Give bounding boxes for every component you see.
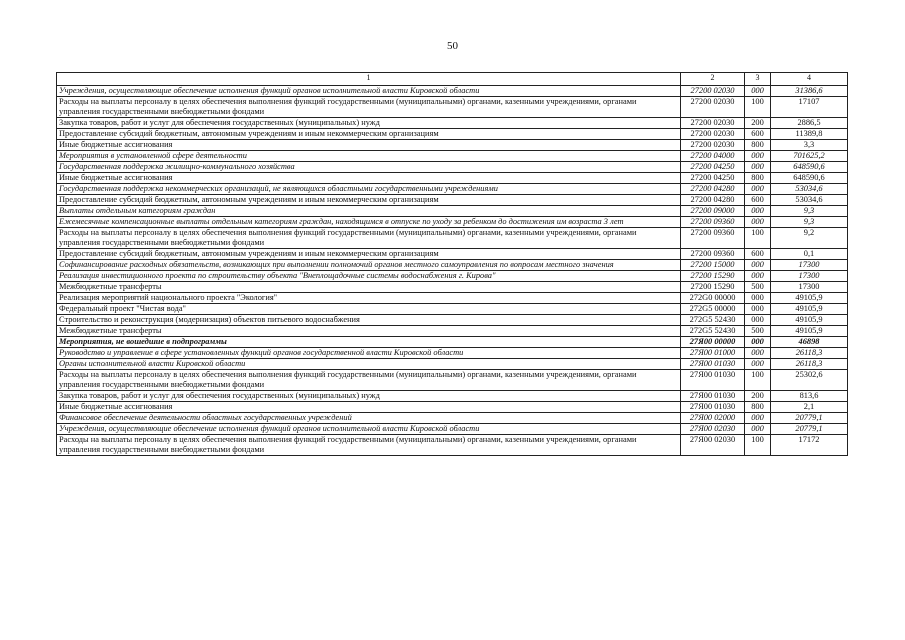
row-code-cell: 27200 15000 xyxy=(681,260,745,271)
row-code-cell: 27200 09000 xyxy=(681,206,745,217)
row-amount-cell: 17300 xyxy=(771,282,848,293)
row-name-cell: Расходы на выплаты персоналу в целях обеспечения выполнения функций государственными (муниципальными) органами, казенными учреждениями, органами управления государственными внебюджетными фондами xyxy=(57,228,681,249)
row-code-cell: 27Я00 01030 xyxy=(681,370,745,391)
row-code-cell: 272G5 52430 xyxy=(681,326,745,337)
row-name-cell: Мероприятия в установленной сфере деятельности xyxy=(57,151,681,162)
table-row xyxy=(57,326,848,337)
table-row xyxy=(57,217,848,228)
row-name-cell: Иные бюджетные ассигнования xyxy=(57,402,681,413)
column-header-code: 2 xyxy=(681,73,745,86)
table-row xyxy=(57,249,848,260)
row-amount-cell: 25302,6 xyxy=(771,370,848,391)
row-type-cell: 100 xyxy=(745,228,771,249)
row-name-cell: Реализация инвестиционного проекта по строительству объекта "Внеплощадочные системы водоснабжения г. Кирова" xyxy=(57,271,681,282)
row-amount-cell: 0,1 xyxy=(771,249,848,260)
row-name-cell: Закупка товаров, работ и услуг для обеспечения государственных (муниципальных) нужд xyxy=(57,391,681,402)
row-code-cell: 27200 04280 xyxy=(681,184,745,195)
row-amount-cell: 11389,8 xyxy=(771,129,848,140)
row-name-cell: Закупка товаров, работ и услуг для обеспечения государственных (муниципальных) нужд xyxy=(57,118,681,129)
table-row xyxy=(57,337,848,348)
row-name-cell: Расходы на выплаты персоналу в целях обеспечения выполнения функций государственными (муниципальными) органами, казенными учреждениями, органами управления государственными внебюджетными фондами xyxy=(57,97,681,118)
row-name-cell: Органы исполнительной власти Кировской области xyxy=(57,359,681,370)
row-amount-cell: 9,2 xyxy=(771,228,848,249)
row-code-cell: 27Я00 01030 xyxy=(681,402,745,413)
row-name-cell: Руководство и управление в сфере установленных функций органов государственной власти Кировской области xyxy=(57,348,681,359)
row-type-cell: 100 xyxy=(745,435,771,456)
row-code-cell: 27200 09360 xyxy=(681,228,745,249)
row-amount-cell: 9,3 xyxy=(771,206,848,217)
row-amount-cell: 31386,6 xyxy=(771,86,848,97)
row-amount-cell: 46898 xyxy=(771,337,848,348)
row-type-cell: 200 xyxy=(745,391,771,402)
row-type-cell: 000 xyxy=(745,315,771,326)
row-type-cell: 100 xyxy=(745,370,771,391)
row-name-cell: Учреждения, осуществляющие обеспечение исполнения функций органов исполнительной власти Кировской области xyxy=(57,424,681,435)
row-code-cell: 272G5 00000 xyxy=(681,304,745,315)
table-row xyxy=(57,260,848,271)
page-number: 50 xyxy=(447,40,458,52)
row-name-cell: Софинансирование расходных обязательств, возникающих при выполнении полномочий органов местного самоуправления по вопросам местного значения xyxy=(57,260,681,271)
row-amount-cell: 17300 xyxy=(771,260,848,271)
table-row xyxy=(57,271,848,282)
row-code-cell: 27200 02030 xyxy=(681,86,745,97)
row-name-cell: Мероприятия, не вошедшие в подпрограммы xyxy=(57,337,681,348)
row-amount-cell: 17300 xyxy=(771,271,848,282)
table-row xyxy=(57,304,848,315)
table-row xyxy=(57,162,848,173)
row-amount-cell: 20779,1 xyxy=(771,413,848,424)
row-amount-cell: 9,3 xyxy=(771,217,848,228)
row-name-cell: Выплаты отдельным категориям граждан xyxy=(57,206,681,217)
row-code-cell: 27200 02030 xyxy=(681,97,745,118)
row-type-cell: 200 xyxy=(745,118,771,129)
row-type-cell: 000 xyxy=(745,162,771,173)
row-amount-cell: 17172 xyxy=(771,435,848,456)
row-amount-cell: 2886,5 xyxy=(771,118,848,129)
table-row xyxy=(57,195,848,206)
row-name-cell: Предоставление субсидий бюджетным, автономным учреждениям и иным некоммерческим организациям xyxy=(57,195,681,206)
table-row xyxy=(57,184,848,195)
row-amount-cell: 648590,6 xyxy=(771,162,848,173)
row-name-cell: Строительство и реконструкция (модернизация) объектов питьевого водоснабжения xyxy=(57,315,681,326)
row-type-cell: 600 xyxy=(745,129,771,140)
row-type-cell: 600 xyxy=(745,195,771,206)
row-type-cell: 800 xyxy=(745,402,771,413)
row-code-cell: 27200 09360 xyxy=(681,249,745,260)
row-name-cell: Иные бюджетные ассигнования xyxy=(57,140,681,151)
table-row xyxy=(57,413,848,424)
row-code-cell: 27200 04250 xyxy=(681,173,745,184)
table-row xyxy=(57,282,848,293)
row-code-cell: 27Я00 02030 xyxy=(681,424,745,435)
row-name-cell: Предоставление субсидий бюджетным, автономным учреждениям и иным некоммерческим организациям xyxy=(57,129,681,140)
row-type-cell: 000 xyxy=(745,337,771,348)
table-row xyxy=(57,348,848,359)
table-body xyxy=(57,86,848,456)
table-row xyxy=(57,140,848,151)
row-code-cell: 27200 04280 xyxy=(681,195,745,206)
row-type-cell: 600 xyxy=(745,249,771,260)
row-amount-cell: 648590,6 xyxy=(771,173,848,184)
row-name-cell: Федеральный проект "Чистая вода" xyxy=(57,304,681,315)
row-type-cell: 000 xyxy=(745,151,771,162)
table-row xyxy=(57,424,848,435)
row-type-cell: 000 xyxy=(745,348,771,359)
row-code-cell: 27200 04250 xyxy=(681,162,745,173)
row-type-cell: 000 xyxy=(745,359,771,370)
column-header-name: 1 xyxy=(57,73,681,86)
table-row xyxy=(57,151,848,162)
table-row xyxy=(57,391,848,402)
row-type-cell: 500 xyxy=(745,326,771,337)
table-row xyxy=(57,435,848,456)
table-row xyxy=(57,293,848,304)
row-type-cell: 000 xyxy=(745,206,771,217)
row-amount-cell: 49105,9 xyxy=(771,315,848,326)
row-type-cell: 800 xyxy=(745,140,771,151)
row-amount-cell: 701625,2 xyxy=(771,151,848,162)
table-row xyxy=(57,315,848,326)
row-name-cell: Межбюджетные трансферты xyxy=(57,326,681,337)
row-type-cell: 000 xyxy=(745,424,771,435)
row-type-cell: 000 xyxy=(745,271,771,282)
row-amount-cell: 49105,9 xyxy=(771,326,848,337)
row-code-cell: 27Я00 01030 xyxy=(681,391,745,402)
row-type-cell: 000 xyxy=(745,413,771,424)
row-amount-cell: 53034,6 xyxy=(771,184,848,195)
row-code-cell: 27Я00 01030 xyxy=(681,359,745,370)
row-type-cell: 000 xyxy=(745,86,771,97)
row-name-cell: Расходы на выплаты персоналу в целях обеспечения выполнения функций государственными (муниципальными) органами, казенными учреждениями, органами управления государственными внебюджетными фондами xyxy=(57,435,681,456)
row-name-cell: Учреждения, осуществляющие обеспечение исполнения функций органов исполнительной власти Кировской области xyxy=(57,86,681,97)
row-amount-cell: 20779,1 xyxy=(771,424,848,435)
row-amount-cell: 2,1 xyxy=(771,402,848,413)
row-amount-cell: 26118,3 xyxy=(771,348,848,359)
table-header-row xyxy=(57,73,848,86)
table-row xyxy=(57,370,848,391)
row-code-cell: 27200 09360 xyxy=(681,217,745,228)
row-code-cell: 27200 02030 xyxy=(681,118,745,129)
row-code-cell: 27200 15290 xyxy=(681,271,745,282)
row-name-cell: Иные бюджетные ассигнования xyxy=(57,173,681,184)
table-row xyxy=(57,97,848,118)
row-amount-cell: 49105,9 xyxy=(771,293,848,304)
row-type-cell: 000 xyxy=(745,293,771,304)
table-row xyxy=(57,359,848,370)
row-type-cell: 000 xyxy=(745,184,771,195)
row-amount-cell: 3,3 xyxy=(771,140,848,151)
row-code-cell: 27200 02030 xyxy=(681,140,745,151)
table-row xyxy=(57,86,848,97)
row-amount-cell: 49105,9 xyxy=(771,304,848,315)
row-type-cell: 500 xyxy=(745,282,771,293)
row-type-cell: 000 xyxy=(745,304,771,315)
column-header-type: 3 xyxy=(745,73,771,86)
table-row xyxy=(57,402,848,413)
table-row xyxy=(57,206,848,217)
row-amount-cell: 26118,3 xyxy=(771,359,848,370)
budget-table xyxy=(56,72,848,456)
column-header-amount: 4 xyxy=(771,73,848,86)
row-code-cell: 27Я00 00000 xyxy=(681,337,745,348)
row-type-cell: 000 xyxy=(745,217,771,228)
row-code-cell: 27200 02030 xyxy=(681,129,745,140)
row-name-cell: Реализация мероприятий национального проекта "Экология" xyxy=(57,293,681,304)
row-name-cell: Ежемесячные компенсационные выплаты отдельным категориям граждан, находящимся в отпуске по уходу за ребенком до достижения им возраста 3 лет xyxy=(57,217,681,228)
row-name-cell: Государственная поддержка некоммерческих организаций, не являющихся областными государственными учреждениями xyxy=(57,184,681,195)
row-type-cell: 100 xyxy=(745,97,771,118)
row-amount-cell: 53034,6 xyxy=(771,195,848,206)
table-row xyxy=(57,129,848,140)
row-code-cell: 27200 15290 xyxy=(681,282,745,293)
row-code-cell: 27200 04000 xyxy=(681,151,745,162)
row-code-cell: 272G0 00000 xyxy=(681,293,745,304)
row-code-cell: 27Я00 02030 xyxy=(681,435,745,456)
row-code-cell: 27Я00 02000 xyxy=(681,413,745,424)
table-row xyxy=(57,173,848,184)
row-name-cell: Государственная поддержка жилищно-коммунального хозяйства xyxy=(57,162,681,173)
row-code-cell: 272G5 52430 xyxy=(681,315,745,326)
row-name-cell: Расходы на выплаты персоналу в целях обеспечения выполнения функций государственными (муниципальными) органами, казенными учреждениями, органами управления государственными внебюджетными фондами xyxy=(57,370,681,391)
row-name-cell: Финансовое обеспечение деятельности областных государственных учреждений xyxy=(57,413,681,424)
table-row xyxy=(57,118,848,129)
row-code-cell: 27Я00 01000 xyxy=(681,348,745,359)
row-amount-cell: 813,6 xyxy=(771,391,848,402)
row-name-cell: Межбюджетные трансферты xyxy=(57,282,681,293)
row-amount-cell: 17107 xyxy=(771,97,848,118)
row-type-cell: 000 xyxy=(745,260,771,271)
row-name-cell: Предоставление субсидий бюджетным, автономным учреждениям и иным некоммерческим организациям xyxy=(57,249,681,260)
row-type-cell: 800 xyxy=(745,173,771,184)
table-row xyxy=(57,228,848,249)
